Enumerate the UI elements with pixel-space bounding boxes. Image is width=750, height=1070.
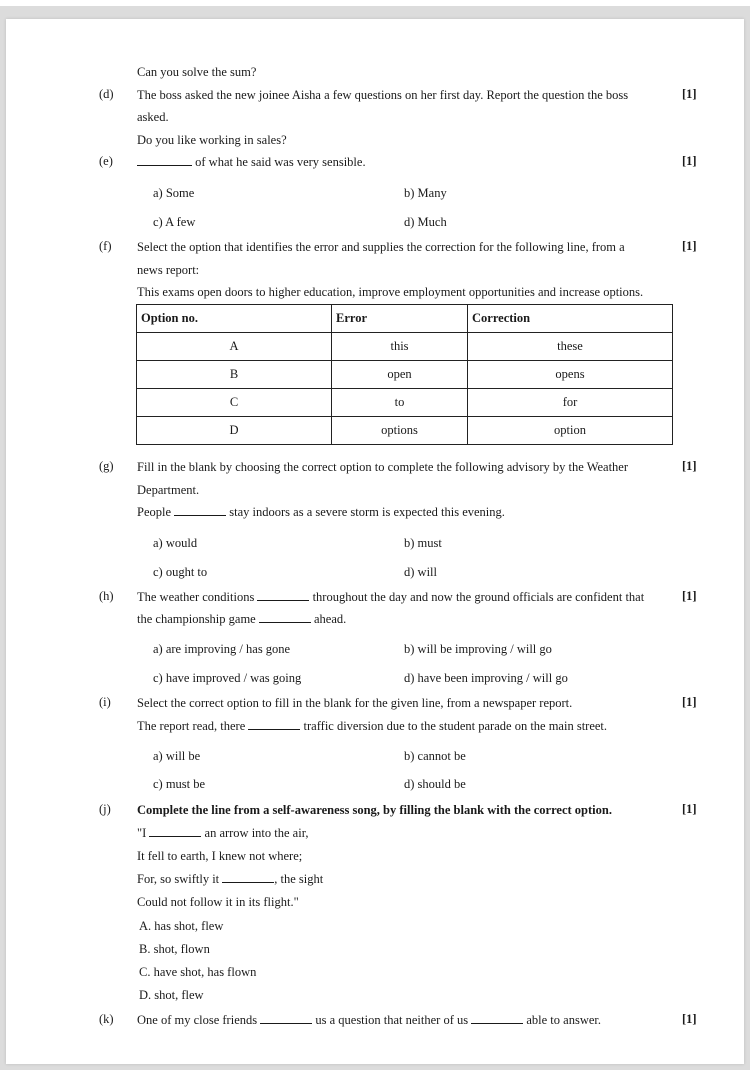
option-e-b: b) Many [404,186,447,200]
question-g-label: (g) [99,459,114,473]
fill-blank [174,505,226,516]
option-j-d: D. shot, flew [139,988,204,1002]
sentence-part: , the sight [274,872,324,886]
question-i-sentence [137,718,607,734]
question-d-label: (d) [99,87,114,101]
sentence-part: The weather conditions [137,590,258,604]
table-cell: this [332,333,468,361]
question-k-text [137,1012,601,1028]
option-g-b: b) must [404,536,442,550]
poem-line-3 [137,871,323,887]
question-h-label: (h) [99,589,114,603]
option-h-c: c) have improved / was going [153,671,302,685]
sentence-part: us a question that neither of us [312,1013,472,1027]
question-f-sentence: This exams open doors to higher education, improve employment opportunities and increase options. [137,285,644,299]
question-d-marks: [1] [682,87,697,101]
fill-blank [248,719,300,730]
question-f-text-line2: news report: [137,263,200,277]
table-cell: these [468,333,673,361]
previous-question-quote: Can you solve the sum? [137,65,257,79]
option-j-b: B. shot, flown [139,942,210,956]
question-h-line2 [137,611,346,627]
question-e-text [137,154,366,170]
option-e-c: c) A few [153,215,196,229]
sentence-part: an arrow into the air, [201,826,309,840]
question-d-quote: Do you like working in sales? [137,133,287,147]
question-g-marks: [1] [682,459,697,473]
option-e-d: d) Much [404,215,447,229]
question-h-marks: [1] [682,589,697,603]
table-cell: options [332,417,468,445]
sentence-part: able to answer. [523,1013,601,1027]
table-cell: to [332,389,468,417]
question-d-text-line2: asked. [137,110,169,124]
sentence-part: For, so swiftly it [137,872,223,886]
sentence-part: stay indoors as a severe storm is expected this evening. [226,505,505,519]
table-cell: option [468,417,673,445]
poem-line-2: It fell to earth, I knew not where; [137,849,303,863]
table-row [137,333,673,361]
sentence-part: "I [137,826,150,840]
fill-blank [260,1013,312,1024]
sentence-part: ahead. [310,612,347,626]
table-header-row [137,305,673,333]
question-f-text-line1: Select the option that identifies the error and supplies the correction for the following line, from a [137,240,625,254]
table-row [137,361,673,389]
poem-line-1 [137,825,309,841]
table-cell: D [137,417,332,445]
table-cell: A [137,333,332,361]
question-j-marks: [1] [682,802,697,816]
document-page [6,19,744,1064]
table-header: Error [332,305,468,333]
option-g-c: c) ought to [153,565,208,579]
question-i-label: (i) [99,695,111,709]
option-i-a: a) will be [153,749,201,763]
option-h-b: b) will be improving / will go [404,642,552,656]
sentence-part: One of my close friends [137,1013,261,1027]
option-i-c: c) must be [153,777,206,791]
fill-blank [137,155,192,166]
question-k-marks: [1] [682,1012,697,1026]
option-j-c: C. have shot, has flown [139,965,257,979]
top-strip [0,0,750,6]
option-h-a: a) are improving / has gone [153,642,291,656]
fill-blank [257,590,309,601]
question-j-label: (j) [99,802,111,816]
question-k-label: (k) [99,1012,114,1026]
sentence-part: traffic diversion due to the student parade on the main street. [300,719,608,733]
sentence-part: People [137,505,175,519]
table-cell: opens [468,361,673,389]
table-cell: B [137,361,332,389]
question-h-line1 [137,589,644,605]
option-g-d: d) will [404,565,437,579]
question-e-marks: [1] [682,154,697,168]
poem-line-4: Could not follow it in its flight." [137,895,299,909]
error-correction-table [136,304,673,445]
question-i-marks: [1] [682,695,697,709]
option-e-a: a) Some [153,186,195,200]
question-f-label: (f) [99,239,112,253]
table-cell: C [137,389,332,417]
option-j-a: A. has shot, flew [139,919,224,933]
fill-blank [222,872,274,883]
fill-blank [471,1013,523,1024]
table-cell: open [332,361,468,389]
table-cell: for [468,389,673,417]
fill-blank [149,826,201,837]
question-g-text-line1: Fill in the blank by choosing the correct option to complete the following advisory by the Weather [137,460,629,474]
question-f-marks: [1] [682,239,697,253]
question-e-text-after: of what he said was very sensible. [192,155,366,169]
option-g-a: a) would [153,536,198,550]
question-e-label: (e) [99,154,113,168]
sentence-part: the championship game [137,612,259,626]
table-header: Correction [468,305,673,333]
question-d-text-line1: The boss asked the new joinee Aisha a few questions on her first day. Report the question the boss [137,88,629,102]
table-row [137,417,673,445]
question-g-sentence [137,504,505,520]
sentence-part: The report read, there [137,719,249,733]
option-h-d: d) have been improving / will go [404,671,568,685]
question-g-text-line2: Department. [137,483,200,497]
table-header: Option no. [137,305,332,333]
fill-blank [259,612,311,623]
question-i-text-line1: Select the correct option to fill in the blank for the given line, from a newspaper report. [137,696,573,710]
question-j-text-line1: Complete the line from a self-awareness song, by filling the blank with the correct option. [137,803,612,817]
sentence-part: throughout the day and now the ground officials are confident that [309,590,645,604]
table-row [137,389,673,417]
option-i-b: b) cannot be [404,749,466,763]
option-i-d: d) should be [404,777,466,791]
